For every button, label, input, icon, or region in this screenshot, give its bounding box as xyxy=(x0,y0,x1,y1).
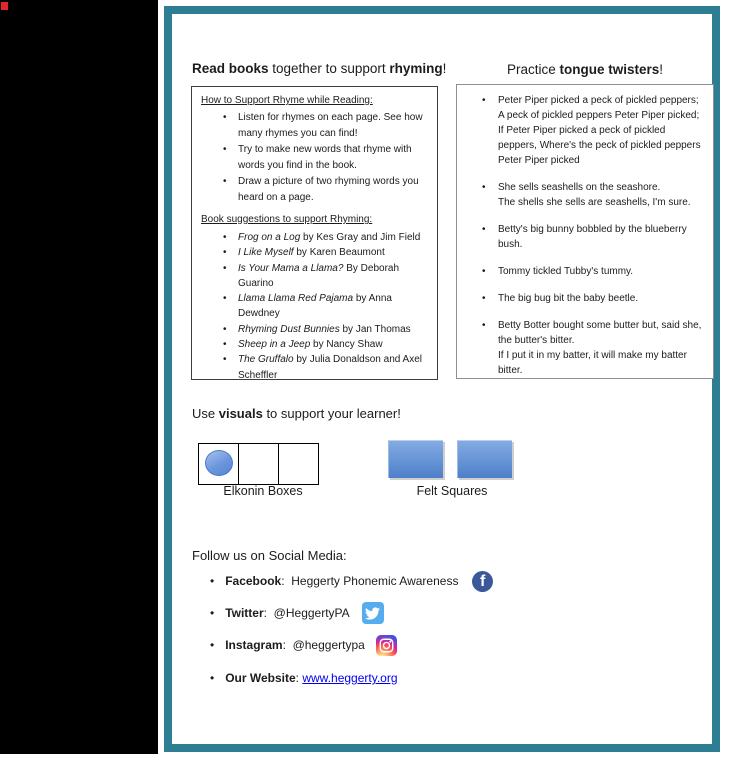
howto-list xyxy=(192,110,437,206)
book-item xyxy=(192,352,437,383)
book-title: Llama Llama Red Pajama xyxy=(238,293,354,305)
tt-pre: Practice xyxy=(506,62,560,77)
twister-item xyxy=(457,180,713,210)
book-title: Frog on a Log xyxy=(238,232,301,243)
sound-chip-circle xyxy=(205,450,233,476)
book-author: by Kes Gray and Jim Field xyxy=(300,232,421,243)
red-marker xyxy=(1,2,8,10)
elkonin-boxes-graphic xyxy=(198,443,319,485)
document-page xyxy=(164,6,720,752)
twister-line: • Betty Botter bought some butter but, said she, the butter's bitter. xyxy=(498,320,702,346)
social-item-website xyxy=(210,667,398,689)
twister-line: If I put it in my batter, it will make my batter bitter. xyxy=(498,350,687,376)
book-item xyxy=(192,261,437,292)
twister-line: • Betty's big bunny bobbled by the blueberry bush. xyxy=(498,224,687,250)
social-sep: : xyxy=(282,638,293,652)
visuals-heading xyxy=(192,405,401,422)
social-sep: : xyxy=(263,606,274,620)
tt-end: ! xyxy=(659,62,664,77)
twister-line: • She sells seashells on the seashore. xyxy=(498,182,661,193)
book-item xyxy=(192,230,437,245)
twister-line: • The big bug bit the baby beetle. xyxy=(498,293,639,304)
twister-item xyxy=(457,222,713,252)
howto-text: Draw a picture of two rhyming words you heard on a page. xyxy=(238,176,419,203)
felt-squares-caption: Felt Squares xyxy=(416,484,488,498)
howto-text: Listen for rhymes on each page. See how many rhymes you can find! xyxy=(238,112,423,139)
read-books-end: ! xyxy=(442,61,447,76)
facebook-f-glyph: f xyxy=(479,572,486,590)
tt-bold: tongue twisters xyxy=(559,62,660,77)
howto-heading: How to Support Rhyme while Reading: xyxy=(201,95,373,106)
book-list xyxy=(192,230,437,383)
social-sep: : xyxy=(295,671,303,685)
book-author: by Karen Beaumont xyxy=(293,247,385,259)
list-item xyxy=(192,142,437,174)
rhyme-support-box xyxy=(191,86,438,380)
social-value: Heggerty Phonemic Awareness xyxy=(291,574,459,588)
social-heading: Follow us on Social Media: xyxy=(192,548,347,563)
visuals-end: to support your learner! xyxy=(262,406,401,421)
felt-square xyxy=(457,440,512,478)
social-value: @HeggertyPA xyxy=(273,606,350,620)
book-title: Rhyming Dust Bunnies xyxy=(238,323,340,335)
book-author: By Deborah Guarino xyxy=(238,262,400,289)
howto-text: Try to make new words that rhyme with words you find in the book. xyxy=(238,144,412,171)
social-label: • Instagram xyxy=(225,638,283,652)
social-label: • Facebook xyxy=(225,574,282,588)
read-books-bold: Read books xyxy=(192,61,269,76)
twister-line: A peck of pickled peppers Peter Piper picked; xyxy=(498,110,700,121)
elkonin-cell xyxy=(239,443,279,485)
twister-line: If Peter Piper picked a peck of pickled peppers, Where's the peck of pickled peppers Peter Piper picked xyxy=(498,125,701,166)
book-title: The Gruffalo xyxy=(238,354,294,366)
rhyming-bold: rhyming xyxy=(389,61,443,76)
desktop-background xyxy=(0,0,158,754)
visuals-bold: visuals xyxy=(218,406,263,421)
book-item xyxy=(192,337,437,352)
felt-square xyxy=(388,440,443,478)
social-label: • Our Website xyxy=(225,671,296,685)
book-item xyxy=(192,245,437,260)
book-title: I Like Myself xyxy=(238,247,294,259)
social-label: • Twitter xyxy=(225,606,264,620)
elkonin-caption: Elkonin Boxes xyxy=(223,484,303,498)
website-link[interactable]: www.heggerty.org xyxy=(302,671,398,685)
tongue-twisters-heading xyxy=(456,61,714,79)
social-value: @heggertypa xyxy=(292,638,365,652)
read-books-heading xyxy=(192,60,446,78)
book-author: by Julia Donaldson and Axel Scheffler xyxy=(238,354,423,381)
book-title: Is Your Mama a Llama? xyxy=(238,262,344,274)
social-item-instagram xyxy=(210,634,397,656)
visuals-pre: Use xyxy=(192,406,219,421)
twister-item xyxy=(457,264,713,279)
twister-line: The shells she sells are seashells, I'm sure. xyxy=(498,197,691,208)
read-books-mid: together to support xyxy=(268,61,390,76)
list-item xyxy=(192,110,437,142)
instagram-icon xyxy=(376,635,397,656)
page-content xyxy=(172,14,712,744)
book-author: by Jan Thomas xyxy=(339,323,411,335)
twister-item xyxy=(457,291,713,306)
book-item xyxy=(192,322,437,337)
list-item xyxy=(192,174,437,206)
elkonin-cell xyxy=(198,443,239,485)
book-item xyxy=(192,291,437,322)
twitter-icon xyxy=(362,602,384,624)
book-author: by Anna Dewdney xyxy=(238,293,392,320)
elkonin-cell xyxy=(279,443,319,485)
tongue-twisters-box xyxy=(456,84,714,379)
social-item-facebook xyxy=(210,570,493,592)
twister-line: • Peter Piper picked a peck of pickled peppers; xyxy=(498,95,699,106)
social-item-twitter xyxy=(210,602,384,624)
twister-list xyxy=(457,85,713,378)
twister-item xyxy=(457,93,713,168)
social-sep: : xyxy=(281,574,292,588)
book-title: Sheep in a Jeep xyxy=(238,339,311,351)
book-author: by Nancy Shaw xyxy=(310,339,383,351)
facebook-icon xyxy=(472,571,493,592)
books-heading: Book suggestions to support Rhyming: xyxy=(201,214,373,225)
twister-line: • Tommy tickled Tubby's tummy. xyxy=(498,266,634,277)
twister-item xyxy=(457,318,713,378)
